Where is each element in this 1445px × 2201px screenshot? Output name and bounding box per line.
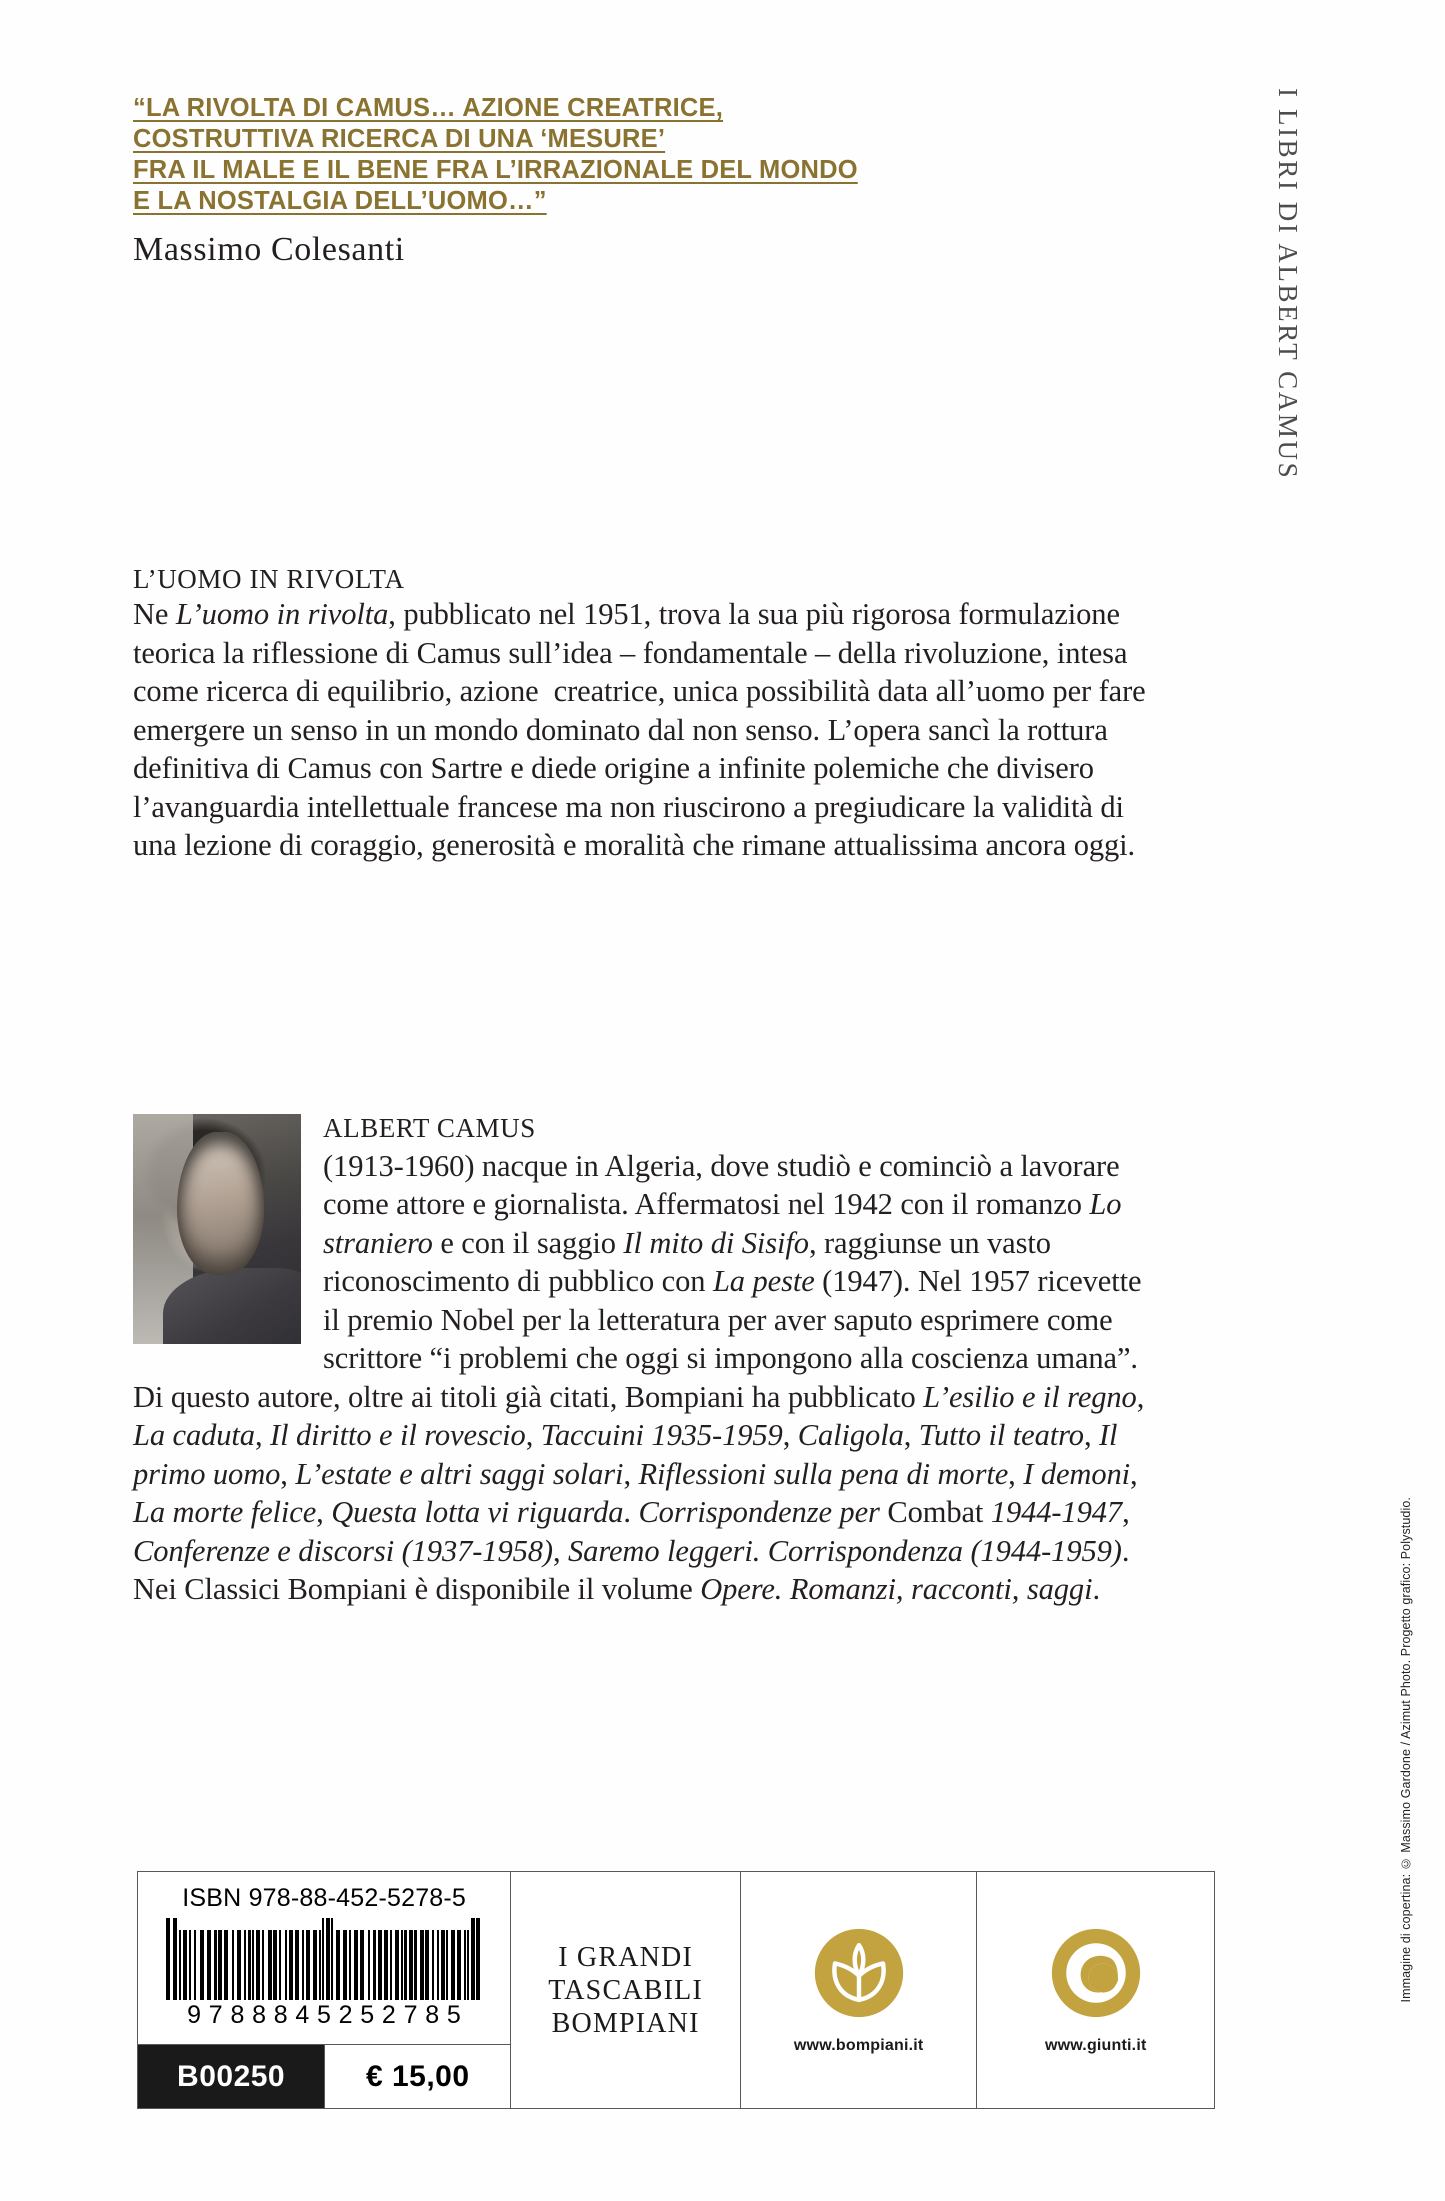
quote-line-4: E LA NOSTALGIA DELL’UOMO…” — [133, 187, 547, 215]
barcode-digit: 5 — [317, 2001, 332, 2029]
pull-quote — [133, 93, 993, 270]
barcode-digit: 5 — [360, 2001, 375, 2029]
barcode-image — [166, 1918, 483, 2000]
barcode-digit: 7 — [208, 2001, 224, 2029]
giunti-cell[interactable] — [977, 1872, 1214, 2108]
series-spine-title: I LIBRI DI ALBERT CAMUS — [1273, 88, 1303, 481]
imprint-logo-text — [548, 1941, 703, 2040]
portrait-shoulder — [163, 1268, 301, 1344]
cover-credit-text: Immagine di copertina: © Massimo Gardone / Azimut Photo. Progetto grafico: Polystudio. — [1399, 1497, 1413, 2003]
barcode-digit: 8 — [252, 2001, 267, 2029]
barcode-digit: 2 — [381, 2001, 397, 2029]
price-label: € 15,00 — [324, 2045, 510, 2108]
quote-line-2: COSTRUTTIVA RICERCA DI UNA ‘MESURE’ — [133, 125, 666, 153]
barcode-digit: 2 — [338, 2001, 353, 2029]
author-name: ALBERT CAMUS — [323, 1113, 536, 1143]
bompiani-cell[interactable] — [741, 1872, 978, 2108]
barcode-digit: 7 — [403, 2001, 418, 2029]
isbn-barcode-area — [138, 1872, 510, 2044]
author-bio-text: (1913-1960) nacque in Algeria, dove studiò e cominciò a lavorare come attore e giornalista. Affermatosi nel 1942 con il romanzo Lo straniero e con il saggio Il mito di Sisifo, raggiunse un vasto riconoscimento di pubblico con La peste (1947). Nel 1957 ricevette il premio Nobel per la letteratura per aver saputo esprimere come scrittore “i problemi che oggi si impongono alla coscienza umana”. Di questo autore, oltre ai titoli già citati, Bompiani ha pubblicato L’esilio e il regno, La caduta, Il diritto e il rovescio, Taccuini 1935-1959, Caligola, Tutto il teatro, Il primo uomo, L’estate e altri saggi solari, Riflessioni sulla pena di morte, I demoni, La morte felice, Questa lotta vi riguarda. Corrispondenze per Combat 1944-1947, Conferenze e discorsi (1937-1958), Saremo leggeri. Corrispondenza (1944-1959). Nei Classici Bompiani è disponibile il volume Opere. Romanzi, racconti, saggi. — [133, 1148, 1145, 1606]
quote-line-3: FRA IL MALE E IL BENE FRA L’IRRAZIONALE DEL MONDO — [133, 156, 858, 184]
book-description-block — [133, 563, 1163, 865]
giunti-url[interactable]: www.giunti.it — [1044, 2037, 1147, 2054]
barcode-digit: 8 — [425, 2001, 440, 2029]
barcode-digit: 8 — [273, 2001, 289, 2029]
imprint-line-2: TASCABILI — [548, 1974, 703, 2006]
barcode-digits — [185, 2001, 463, 2030]
isbn-label: ISBN 978-88-452-5278-5 — [182, 1884, 467, 1912]
price-row — [138, 2044, 510, 2108]
imprint-cell — [511, 1872, 741, 2108]
footer-bar — [137, 1871, 1215, 2109]
quote-line-1: “LA RIVOLTA DI CAMUS… AZIONE CREATRICE, — [133, 94, 724, 122]
imprint-line-3: BOMPIANI — [551, 2007, 700, 2039]
book-description: Ne L’uomo in rivolta, pubblicato nel 1951, trova la sua più rigorosa formulazione teorica la riflessione di Camus sull’idea – fondamentale – della rivoluzione, intesa come ricerca di equilibrio, azione creatrice, unica possibilità data all’uomo per fare emergere un senso in un mondo dominato dal non senso. L’opera sancì la rottura definitiva di Camus con Sartre e diede origine a infinite polemiche che divisero l’avanguardia intellettuale francese ma non riuscirono a pregiudicare la validità di una lezione di coraggio, generosità e moralità che rimane attualissima ancora oggi. — [133, 597, 1146, 862]
barcode-digit: 5 — [446, 2001, 462, 2029]
author-portrait-image — [133, 1114, 301, 1344]
bompiani-url[interactable]: www.bompiani.it — [793, 2037, 924, 2054]
barcode-digit: 4 — [295, 2001, 310, 2029]
isbn-cell — [138, 1872, 511, 2108]
barcode-digit: 9 — [187, 2001, 202, 2029]
giunti-logo-icon — [1048, 1925, 1144, 2021]
product-code: B00250 — [138, 2045, 324, 2108]
author-bio-block — [133, 1108, 1163, 1609]
imprint-line-1: I GRANDI — [558, 1941, 693, 1973]
barcode-digit: 8 — [230, 2001, 245, 2029]
quote-author: Massimo Colesanti — [133, 231, 405, 268]
bompiani-logo-icon — [811, 1925, 907, 2021]
book-title-heading: L’UOMO IN RIVOLTA — [133, 564, 405, 594]
